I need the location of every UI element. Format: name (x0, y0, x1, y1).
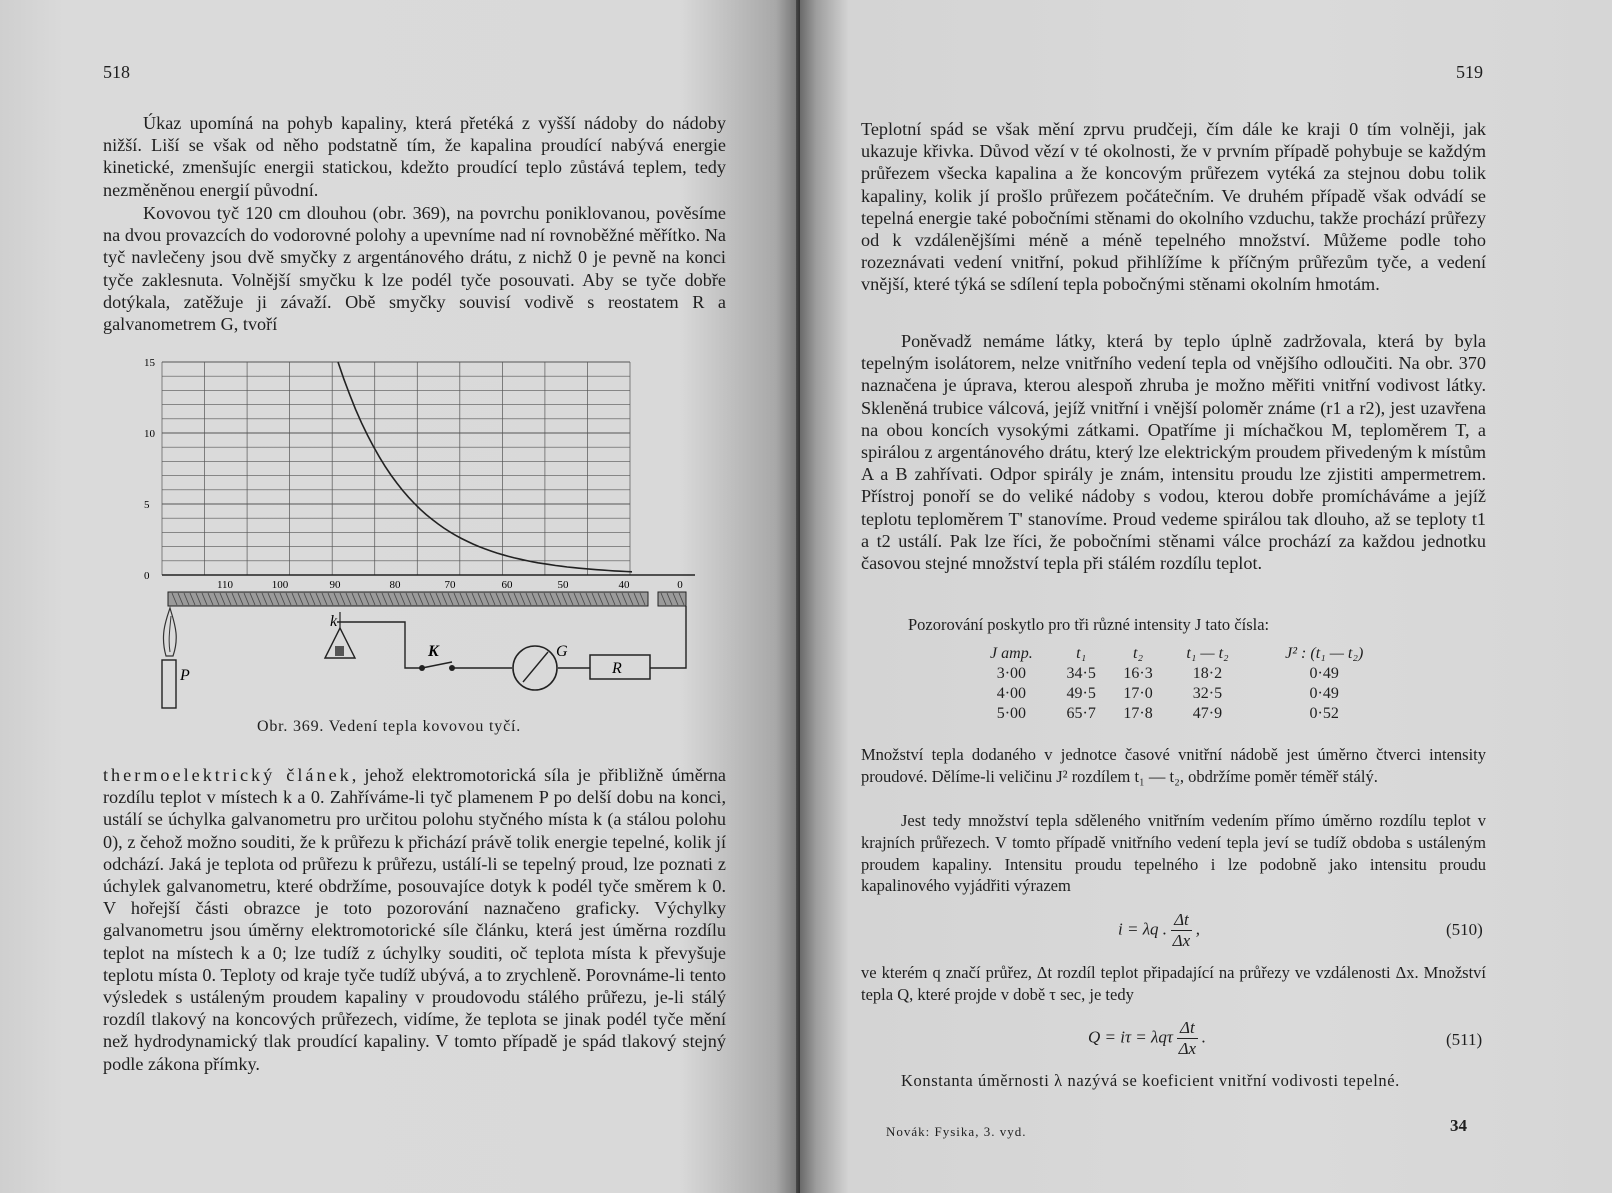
eq511-denominator: Δx (1178, 1039, 1197, 1058)
weight-block (335, 646, 344, 656)
equation-511 (1088, 1018, 1206, 1059)
chart-grid (162, 362, 630, 575)
table-header: t₁ (1076, 645, 1087, 662)
left-paragraph-1: Úkaz upomíná na pohyb kapaliny, která přetéká z vyšší nádoby do nádoby nižší. Liší se však od něho podstatně tím, že kapalina proudící nabývá energie kinetické, zmenšujíc energii statickou, kdežto proudící teplo zůstává teplem, tedy nezměněnou energií původní. (103, 113, 726, 200)
y-tick-label: 10 (144, 428, 155, 440)
measurement-table (970, 645, 1400, 725)
key-switch (422, 662, 452, 668)
label-K: K (428, 643, 439, 660)
burner (162, 660, 176, 708)
table-row (970, 665, 1400, 685)
scale-label: 60 (501, 579, 513, 591)
table-cell: 16·3 (1123, 665, 1153, 682)
label-G: G (556, 643, 568, 660)
table-cell: 32·5 (1192, 685, 1223, 702)
table-row (970, 685, 1400, 705)
label-R: R (612, 660, 622, 677)
left-paragraph-3 (103, 764, 726, 1075)
y-tick-labels (144, 357, 156, 582)
table-intro: Pozorování poskytlo pro tři různé intensity J tato čísla: (908, 615, 1270, 634)
right-paragraph-1: Teplotní spád se však mění zprvu prudčeji, čím dále ke kraji 0 tím volněji, jak ukazuje křivka. Důvod vězí v té okolnosti, že v prvním případě pohybuje se každým průřezem všecka kapalina a že koncovým průřezem vytéká za stejnou dobu tolik kapaliny, kolik jí prošlo průřezem počátečním. Ve druhém případě však odvádí se tepelná energie také pobočními stěnami do okolního vzduchu, takže prochází průřezy od k vzdálenějšími méně a méně tepelného množství. Můžeme podle toho rozeznávati vedení vnitřní, pokud přihlížíme k příčným průřezům tyče, a vedení vnější, které týká se sdílení tepla pobočnými stěnami okolním hmotám. (861, 119, 1486, 295)
eq510-lhs: i = λq . (1118, 919, 1168, 939)
table-cell: 34·5 (1066, 665, 1096, 682)
scale-label: 110 (216, 579, 234, 591)
flame-inner-icon (169, 616, 171, 652)
scale-label: 50 (557, 579, 569, 591)
equation-510 (1118, 910, 1200, 951)
wire-left (337, 622, 422, 668)
table-cell: 4·00 (996, 685, 1027, 702)
y-tick-label: 0 (144, 570, 150, 582)
key-contact-left (419, 665, 425, 671)
label-P: P (180, 667, 190, 684)
eq510-numerator: Δt (1171, 910, 1192, 931)
table-cell: 0·52 (1309, 705, 1339, 722)
scale-label: 100 (271, 579, 289, 591)
footer-title: Novák: Fysika, 3. vyd. (886, 1124, 1027, 1139)
page-number-right: 519 (1456, 62, 1483, 82)
scale-label: 90 (329, 579, 341, 591)
table-cell: 0·49 (1309, 665, 1339, 682)
right-paragraph-6: Konstanta úměrnosti λ nazývá se koeficient vnitřní vodivosti tepelné. (901, 1071, 1400, 1090)
table-cell: 65·7 (1066, 705, 1096, 722)
page-number-left: 518 (103, 62, 130, 82)
right-paragraph-4: Jest tedy množství tepla sděleného vnitřním vedením přímo úměrno rozdílu teplot v krajních průřezech. V tomto případě vnitřního vedení tepla jeví se tudíž obdoba s ustáleným proudem kapaliny. Intensitu proudu tepelného i lze podobně jako intensitu proudu kapalinového vyjádřiti výrazem (861, 811, 1486, 896)
equation-number-510: (510) (1446, 920, 1483, 939)
y-tick-label: 5 (144, 499, 150, 511)
table-cell: 17·8 (1123, 705, 1153, 722)
figure-caption: Obr. 369. Vedení tepla kovovou tyčí. (257, 718, 522, 735)
eq511-lhs: Q = iτ = λqτ (1088, 1027, 1173, 1047)
scale-label: 0 (677, 579, 683, 591)
table-cell: 0·49 (1309, 685, 1339, 702)
left-page (0, 0, 800, 1193)
scale-labels (217, 579, 683, 591)
wire-right (650, 606, 686, 668)
equation-number-511: (511) (1446, 1030, 1483, 1049)
table-row (970, 705, 1400, 725)
right-paragraph-3: Množství tepla dodaného v jednotce časové vnitřní nádobě jest úměrno čtverci intensity proudové. Dělíme-li veličinu J² rozdílem t₁ — t₂, obdržíme poměr téměř stálý. (861, 745, 1486, 786)
metal-bar (168, 592, 648, 606)
thermocouple-term: thermoelektrický článek (103, 765, 352, 785)
left-paragraph-3-text: , jehož elektromotorická síla je přibližně úměrna rozdílu teplot v místech k a 0. Zahříváme-li tyč plamenem P po delší dobu na konci, ustálí se úchylka galvanometru pro určitou polohu styčného místa k (a stálou polohu 0), z čehož možno souditi, že k průřezu k přichází právě tolik energie tepelné, kolik jí odchází. Jaká je teplota od průřezu k průřezu, ustálí-li se tepelný proud, lze poznati z úchylek galvanometru, které obdržíme, posouvajíce dotyk k podél tyče směrem k 0. V hořejší části obrazce je toto pozorování naznačeno graficky. Výchylky galvanometru jsou úměrny elektromotorické síle článku, která jest úměrna rozdílu teplot na místech k a 0; lze tudíž z úchylky souditi, oč teplota místa k převyšuje teplotu místa 0. Teploty od kraje tyče tudíž ubývá, a to zrychleně. Porovnáme-li tento výsledek s ustáleným proudem kapaliny v proudovodu stálého průřezu, je-li stálý rozdíl tlakový na koncových průřezech, vidíme, že teplota se jinak podél tyče mění než hydrodynamický tlak proudící kapaliny. V tomto případě je spád tlakový stejný podle zákona přímky. (103, 765, 726, 1074)
eq510-denominator: Δx (1172, 931, 1191, 950)
scale-label: 40 (618, 579, 630, 591)
table-cell: 18·2 (1192, 665, 1223, 682)
eq510-tail: , (1195, 919, 1201, 939)
y-tick-label: 15 (144, 357, 155, 369)
right-page (800, 0, 1612, 1193)
right-paragraph-2: Poněvadž nemáme látky, která by teplo úplně zadržovala, která by byla tepelným isolátorem, nelze vnitřního vedení tepla od vnějšího odloučiti. Na obr. 370 naznačena je úprava, kterou alespoň zhruba je možno měřiti vnitřní vodivost látky. Skleněná trubice válcová, jejíž vnitřní i vnější poloměr známe (r1 a r2), jest uzavřena na obou koncích vysokými zátkami. Opatříme ji míchačkou M, teploměrem T, a spirálou z argentánového drátu, který lze elektrickým proudem přivedeným k místům A a B zahřívati. Odpor spirály je znám, intensitu proudu lze zjistiti ampermetrem. Přístroj ponoří se do veliké nádoby s vodou, kterou dobře promícháváme a jejíž teplotu teploměrem T' stanovíme. Proud vedeme spirálou tak dlouho, až se teploty t1 a t2 ustálí. Pak lze říci, že pobočními stěnami válce prochází za každou jednotku časovou stejné množství tepla při stálém rozdílu teplot. (861, 331, 1486, 574)
eq510-fraction (1171, 910, 1192, 951)
eq511-fraction (1177, 1018, 1198, 1059)
table-cell: 49·5 (1066, 685, 1096, 702)
table-header-row (970, 645, 1400, 665)
signature-number: 34 (1450, 1116, 1467, 1135)
table-cell: 17·0 (1123, 685, 1153, 702)
table-cell: 47·9 (1192, 705, 1223, 722)
eq511-tail: . (1201, 1027, 1206, 1047)
left-paragraph-2: Kovovou tyč 120 cm dlouhou (obr. 369), na povrchu poniklovanou, pověsíme na dvou provazcích do vodorovné polohy a upevníme nad ní rovnoběžné měřítko. Na tyč navlečeny jsou dvě smyčky z argentánového drátu, z nichž 0 je pevně na konci tyče zaklesnuta. Volnější smyčku k lze podél tyče posouvati. Aby se tyče dobře dotýkala, zatěžuje ji závaží. Obě smyčky souvisí vodivě s reostatem R a galvanometrem G, tvoří (103, 203, 726, 335)
eq511-numerator: Δt (1177, 1018, 1198, 1039)
label-k: k (330, 613, 338, 630)
scale-label: 80 (389, 579, 401, 591)
table-header: J amp. (990, 645, 1033, 662)
temperature-curve (338, 362, 632, 572)
table-cell: 3·00 (996, 665, 1027, 682)
right-paragraph-5: ve kterém q značí průřez, Δt rozdíl teplot připadající na průřezy ve vzdálenosti Δx. Množství tepla Q, které projde v době τ sec, je tedy (861, 963, 1486, 1004)
scale-label: 70 (444, 579, 456, 591)
table-header: J² : (t₁ — t₂) (1285, 645, 1364, 662)
table-header: t₁ — t₂ (1186, 645, 1229, 662)
table-header: t₂ (1133, 645, 1144, 662)
table-cell: 5·00 (996, 705, 1027, 722)
figure-369 (140, 350, 710, 720)
galvanometer-needle (523, 652, 548, 682)
key-contact-right (449, 665, 455, 671)
